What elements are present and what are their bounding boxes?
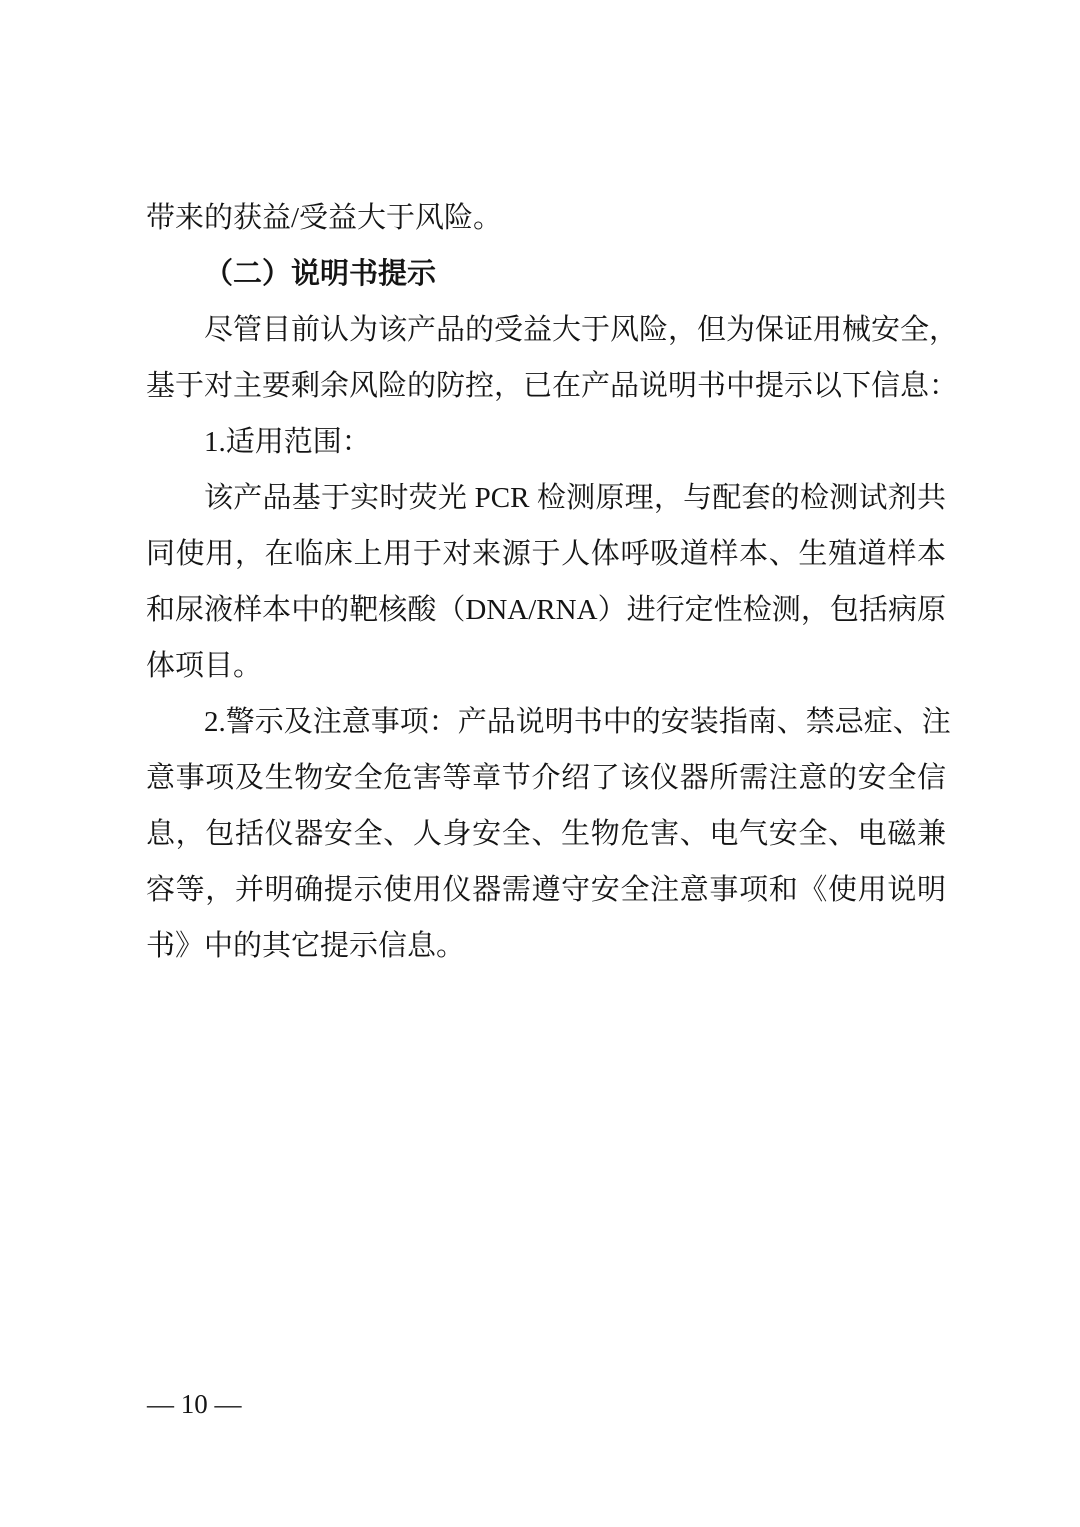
paragraph-line: 带来的获益/受益大于风险。 [146,202,503,234]
document-body [146,190,959,974]
page-number: — 10 — [147,1389,242,1419]
paragraph-line: 2.警示及注意事项：产品说明书中的安装指南、禁忌症、注 [204,706,951,738]
paragraph-line: 基于对主要剩余风险的防控，已在产品说明书中提示以下信息： [146,370,959,402]
section-heading: （二）说明书提示 [204,258,437,290]
paragraph-line: 尽管目前认为该产品的受益大于风险，但为保证用械安全， [204,314,959,346]
paragraph-line: 同使用，在临床上用于对来源于人体呼吸道样本、生殖道样本 [146,538,946,570]
paragraph-line: 书》中的其它提示信息。 [146,930,466,962]
paragraph-line: 和尿液样本中的靶核酸（DNA/RNA）进行定性检测，包括病原 [146,594,946,626]
list-item-heading: 1.适用范围： [204,426,371,458]
paragraph-line: 体项目。 [146,650,263,682]
paragraph-line: 该产品基于实时荧光 PCR 检测原理，与配套的检测试剂共 [204,482,946,514]
paragraph-line: 息，包括仪器安全、人身安全、生物危害、电气安全、电磁兼 [146,818,946,850]
paragraph-line: 意事项及生物安全危害等章节介绍了该仪器所需注意的安全信 [146,762,946,794]
paragraph-line: 容等，并明确提示使用仪器需遵守安全注意事项和《使用说明 [146,874,946,906]
